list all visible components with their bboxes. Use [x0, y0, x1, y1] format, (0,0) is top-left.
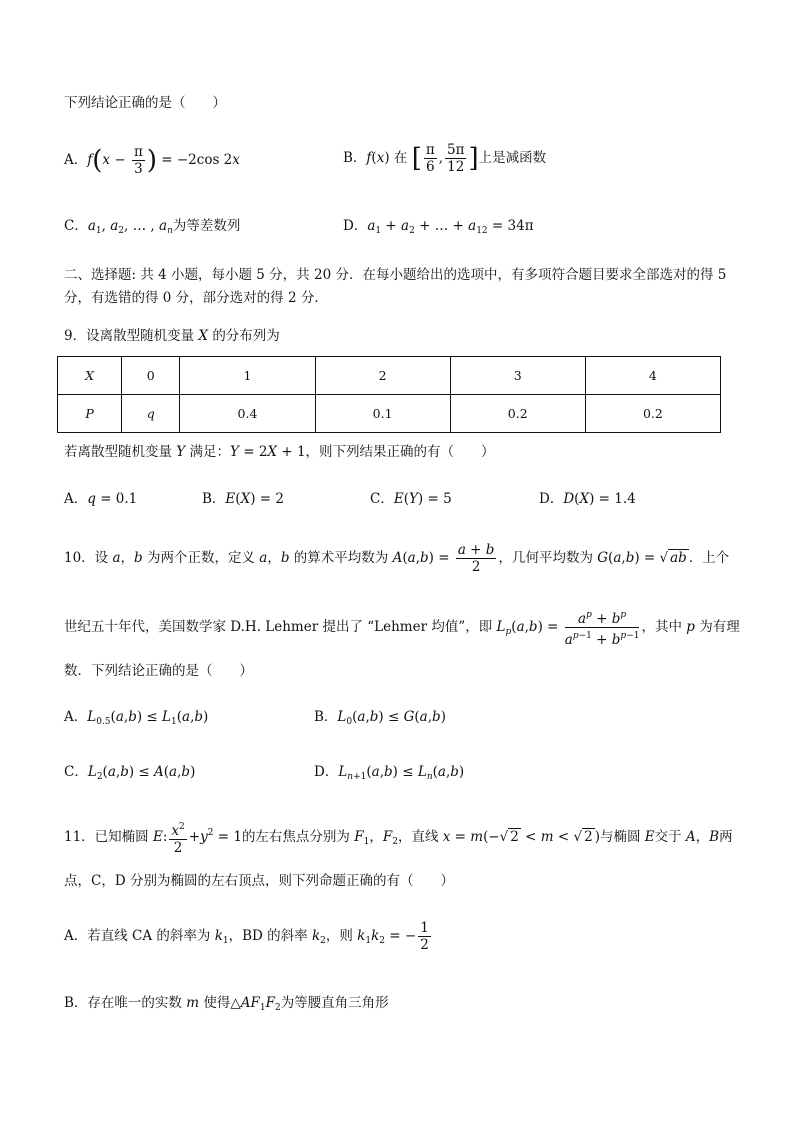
q9-stem: 9．设离散型随机变量 X 的分布列为 — [64, 328, 280, 344]
table-cell: 0.2 — [450, 395, 585, 433]
q11-line1: 11．已知椭圆 E: $\frac{x^2}{2}$ $+y^2 = 1$的左右焦点分别为 $F_1$，$F_2$，直线 x = m(−√ 2 < m < √ 2 )与椭圆 E交于 A，B两 — [64, 819, 733, 856]
q10-option-d: D．$L_{n+1}(a,b) \le L_n(a,b)$ — [314, 764, 465, 782]
distribution-table — [57, 356, 721, 433]
q8-option-c: C．$a_1$, $a_2$, … , $a_n$为等差数列 — [64, 218, 241, 236]
table-cell: 2 — [315, 357, 450, 395]
q8-option-b: B．f(x) 在 [ $\frac{\pi}{6}$ , $\frac{5\pi}{12}$ ]上是减函数 — [343, 142, 547, 175]
q9-option-d: D．D(X) = 1.4 — [539, 491, 636, 507]
q9-option-a: A．q = 0.1 — [64, 491, 138, 507]
table-cell: 0.2 — [585, 395, 720, 433]
q10-line1: 10．设 a，b 为两个正数，定义 a，b 的算术平均数为 A(a,b) = $\frac{a + b}{2}$ ，几何平均数为 G(a,b) = √ ab ．上个 — [64, 542, 730, 575]
table-row — [58, 395, 721, 433]
table-cell: X — [58, 357, 122, 395]
table-cell: 0.1 — [315, 395, 450, 433]
q9-option-c: C．E(Y) = 5 — [370, 491, 452, 507]
q10-line3: 数．下列结论正确的是（ ） — [64, 663, 253, 679]
q11-option-b: B．存在唯一的实数 m 使得$\triangle AF_1F_2$为等腰直角三角形 — [64, 995, 389, 1013]
q10-option-b: B．$L_0(a,b) \le G(a,b)$ — [314, 709, 446, 727]
section-heading-line1: 二、选择题: 共 4 小题，每小题 5 分，共 20 分．在每小题给出的选项中，有多项符合题目要求全部选对的得 5 — [64, 267, 727, 283]
q8-stem: 下列结论正确的是（ ） — [64, 95, 226, 111]
table-row — [58, 357, 721, 395]
q10-line2: 世纪五十年代，美国数学家 D.H. Lehmer 提出了 “Lehmer 均值”，即 $L_p(a,b)$ = $\frac{a^p + b^p}{a^{p-1} + b^{p-1}}$ ，其中 p 为有理 — [64, 607, 740, 648]
q11-line2: 点，C，D 分别为椭圆的左右顶点，则下列命题正确的有（ ） — [64, 873, 454, 889]
table-cell: 3 — [450, 357, 585, 395]
q8-option-a: A．f(x − $\frac{\pi}{3}$ ) = −2cos 2x — [64, 144, 240, 177]
table-cell: 0.4 — [180, 395, 315, 433]
table-cell: 4 — [585, 357, 720, 395]
q8-option-d: D．$a_1 + a_2$ + … + $a_{12} = 34\pi$ — [343, 218, 534, 236]
table-cell: q — [122, 395, 180, 433]
table-cell: 0 — [122, 357, 180, 395]
q9-option-b: B．E(X) = 2 — [202, 491, 284, 507]
table-cell: 1 — [180, 357, 315, 395]
section-heading-line2: 分，有选错的得 0 分，部分选对的得 2 分． — [64, 290, 328, 306]
table-cell: P — [58, 395, 122, 433]
q9-condition: 若离散型随机变量 Y 满足：Y = 2X + 1，则下列结果正确的有（ ） — [64, 444, 495, 460]
q10-option-c: C．$L_2(a,b) \le A(a,b)$ — [64, 764, 196, 782]
q10-option-a: A．$L_{0.5}(a,b) \le L_1(a,b)$ — [64, 709, 209, 727]
q11-option-a: A．若直线 CA 的斜率为 $k_1$，BD 的斜率 $k_2$，则 $k_1k_2$ = − $\frac{1}{2}$ — [64, 920, 429, 953]
